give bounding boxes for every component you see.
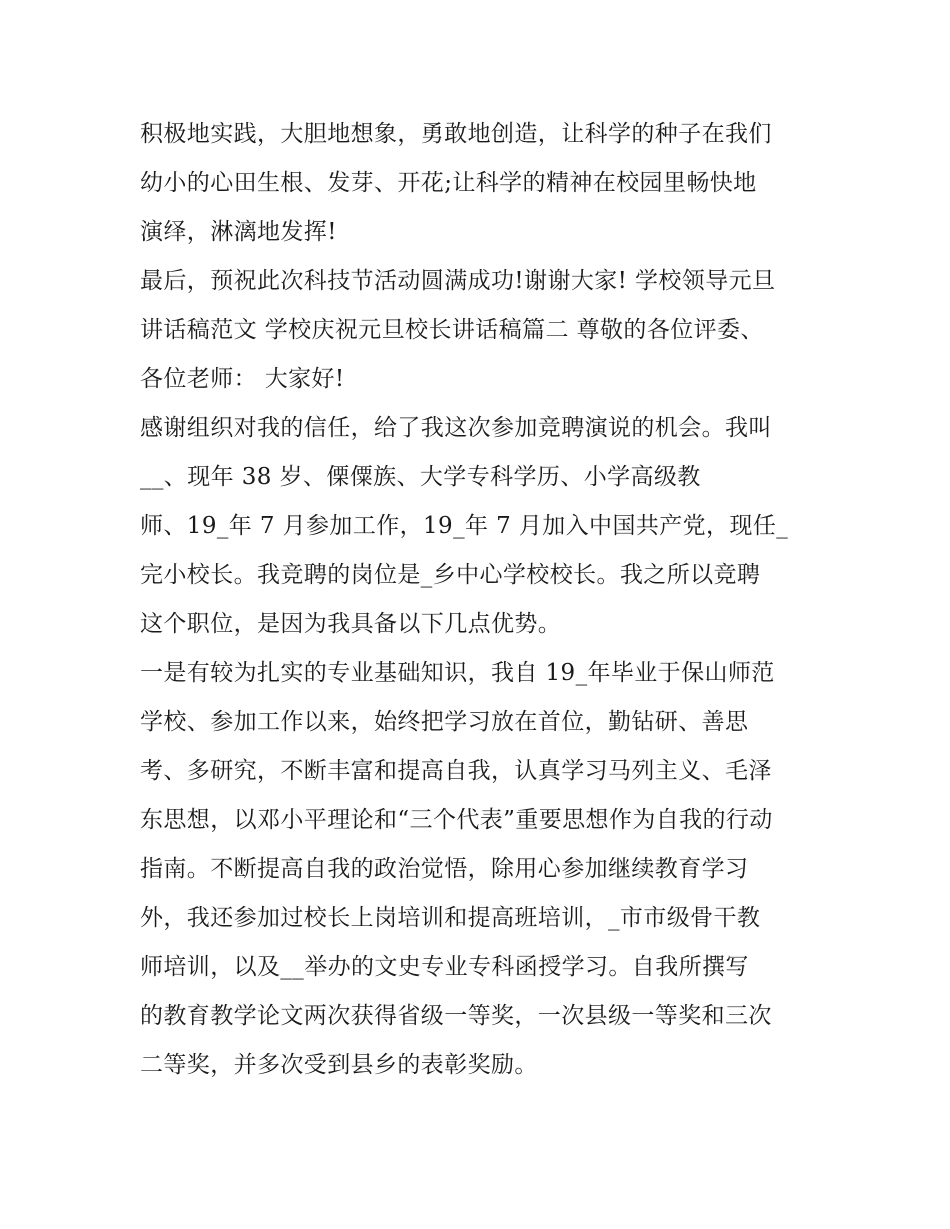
text-line: 最后，预祝此次科技节活动圆满成功!谢谢大家! 学校领导元旦 [140, 268, 776, 294]
text-line: 师、19_年 7 月参加工作，19_年 7 月加入中国共产党，现任_ [140, 513, 789, 539]
text-line: 积极地实践，大胆地想象，勇敢地创造，让科学的种子在我们 [140, 121, 772, 147]
document-page [140, 110, 820, 1090]
text-line: 各位老师： 大家好! [140, 366, 345, 392]
text-line: 讲话稿范文 学校庆祝元旦校长讲话稿篇二 尊敬的各位评委、 [140, 317, 764, 343]
text-line: 学校、参加工作以来，始终把学习放在首位，勤钻研、善思 [140, 709, 749, 735]
text-line: 感谢组织对我的信任，给了我这次参加竞聘演说的机会。我叫 [140, 415, 772, 441]
text-line: 完小校长。我竞聘的岗位是_乡中心学校校长。我之所以竞聘 [140, 562, 761, 588]
text-line: 一是有较为扎实的专业基础知识，我自 19_年毕业于保山师范 [140, 660, 775, 686]
text-line: 的教育教学论文两次获得省级一等奖，一次县级一等奖和三次 [140, 1003, 772, 1029]
text-line: __、现年 38 岁、傈僳族、大学专科学历、小学高级教 [140, 464, 701, 490]
text-line: 这个职位，是因为我具备以下几点优势。 [140, 611, 562, 637]
text-line: 二等奖，并多次受到县乡的表彰奖励。 [140, 1052, 538, 1078]
text-line: 幼小的心田生根、发芽、开花;让科学的精神在校园里畅快地 [140, 170, 757, 196]
text-line: 东思想，以邓小平理论和“三个代表”重要思想作为自我的行动 [140, 807, 773, 833]
text-line: 师培训，以及__举办的文史专业专科函授学习。自我所撰写 [140, 954, 749, 980]
text-line: 演绎，淋漓地发挥! [140, 219, 337, 245]
text-line: 外，我还参加过校长上岗培训和提高班培训，_市市级骨干教 [140, 905, 761, 931]
text-line: 考、多研究，不断丰富和提高自我，认真学习马列主义、毛泽 [140, 758, 772, 784]
text-line: 指南。不断提高自我的政治觉悟，除用心参加继续教育学习 [140, 856, 749, 882]
